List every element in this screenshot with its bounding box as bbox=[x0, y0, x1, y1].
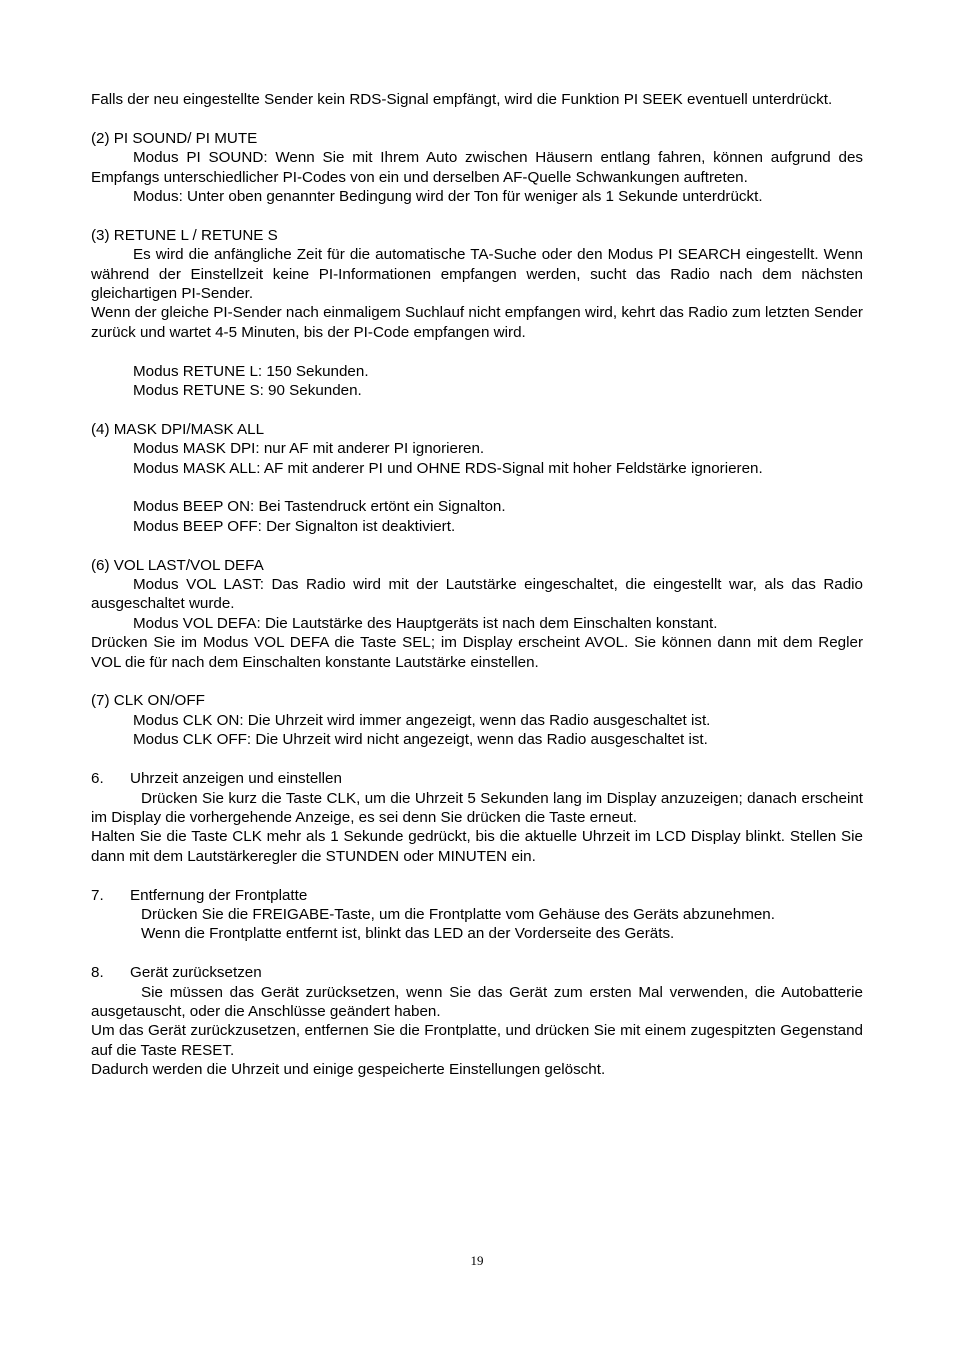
section-8-heading bbox=[91, 963, 863, 982]
beep-off-mode: Modus BEEP OFF: Der Signalton ist deaktiviert. bbox=[133, 517, 456, 535]
clk-off-mode: Modus CLK OFF: Die Uhrzeit wird nicht angezeigt, wenn das Radio ausgeschaltet ist. bbox=[133, 731, 708, 749]
section-6-paragraph-1: Drücken Sie kurz die Taste CLK, um die Uhrzeit 5 Sekunden lang im Display anzuzeigen; danach erscheint im Display die vorhergehende Anzeige, es sei denn Sie drücken die Taste erneut. bbox=[91, 789, 863, 826]
intro-paragraph: Falls der neu eingestellte Sender kein RDS-Signal empfängt, wird die Funktion PI SEEK eventuell unterdrückt. bbox=[91, 91, 833, 108]
vol-last-mode: Modus VOL LAST: Das Radio wird mit der Lautstärke eingeschaltet, die eingestellt war, als das Radio ausgeschaltet wurde. bbox=[91, 576, 863, 613]
section-7-paragraph-1: Drücken Sie die FREIGABE-Taste, um die Frontplatte vom Gehäuse des Geräts abzunehmen. bbox=[141, 905, 775, 923]
section-7-title: Entfernung der Frontplatte bbox=[130, 886, 308, 904]
section-7-heading bbox=[91, 886, 863, 905]
retune-s-mode: Modus RETUNE S: 90 Sekunden. bbox=[133, 382, 362, 400]
pi-sound-paragraph: Modus PI SOUND: Wenn Sie mit Ihrem Auto zwischen Häusern entlang fahren, können aufgrund des Empfangs unterschiedlicher PI-Codes von ein und derselben AF-Quelle Schwankungen auftreten. bbox=[91, 149, 863, 186]
mask-all-mode: Modus MASK ALL: AF mit anderer PI und OHNE RDS-Signal mit hoher Feldstärke ignorieren. bbox=[133, 459, 763, 477]
section-8-paragraph-1: Sie müssen das Gerät zurücksetzen, wenn Sie das Gerät zum ersten Mal verwenden, die Autobatterie ausgetauscht, oder die Anschlüsse geändert haben. bbox=[91, 983, 863, 1020]
pi-mute-paragraph: Modus: Unter oben genannter Bedingung wird der Ton für weniger als 1 Sekunde unterdrückt. bbox=[133, 188, 763, 206]
clk-on-mode: Modus CLK ON: Die Uhrzeit wird immer angezeigt, wenn das Radio ausgeschaltet ist. bbox=[133, 711, 711, 729]
section-8-paragraph-2: Um das Gerät zurückzusetzen, entfernen Sie die Frontplatte, und drücken Sie mit einem zugespitzten Gegenstand auf die Taste RESET. bbox=[91, 1022, 863, 1059]
vol-defa-mode: Modus VOL DEFA: Die Lautstärke des Hauptgeräts ist nach dem Einschalten konstant. bbox=[133, 614, 718, 632]
section-7-paragraph-2: Wenn die Frontplatte entfernt ist, blinkt das LED an der Vorderseite des Geräts. bbox=[141, 925, 675, 943]
retune-paragraph-1: Es wird die anfängliche Zeit für die automatische TA-Suche oder den Modus PI SEARCH eingestellt. Wenn während der Einstellzeit keine PI-Informationen empfangen werden, sucht das Radio nach dem nächsten gleichartigen PI-Sender. bbox=[91, 246, 863, 303]
section-6-paragraph-2: Halten Sie die Taste CLK mehr als 1 Sekunde gedrückt, bis die aktuelle Uhrzeit im LCD Display blinkt. Stellen Sie dann mit dem Lautstärkeregler die STUNDEN oder MINUTEN ein. bbox=[91, 828, 863, 865]
mask-dpi-mode: Modus MASK DPI: nur AF mit anderer PI ignorieren. bbox=[133, 440, 485, 458]
retune-heading: (3) RETUNE L / RETUNE S bbox=[91, 226, 278, 244]
section-8-title: Gerät zurücksetzen bbox=[130, 964, 262, 982]
section-6-heading bbox=[91, 769, 863, 788]
retune-paragraph-2: Wenn der gleiche PI-Sender nach einmaligem Suchlauf nicht empfangen wird, kehrt das Radio zum letzten Sender zurück und wartet 4-5 Minuten, bis der PI-Code empfangen wird. bbox=[91, 304, 863, 341]
page-content bbox=[91, 90, 863, 1080]
section-8-paragraph-3: Dadurch werden die Uhrzeit und einige gespeicherte Einstellungen gelöscht. bbox=[91, 1061, 606, 1079]
section-6-number: 6. bbox=[91, 770, 104, 788]
mask-heading: (4) MASK DPI/MASK ALL bbox=[91, 420, 265, 438]
section-7-number: 7. bbox=[91, 886, 104, 904]
clk-heading: (7) CLK ON/OFF bbox=[91, 692, 205, 710]
vol-heading: (6) VOL LAST/VOL DEFA bbox=[91, 556, 264, 574]
vol-note: Drücken Sie im Modus VOL DEFA die Taste SEL; im Display erscheint AVOL. Sie können dann mit dem Regler VOL die für nach dem Einschalten konstante Lautstärke einstellen. bbox=[91, 634, 863, 671]
beep-on-mode: Modus BEEP ON: Bei Tastendruck ertönt ein Signalton. bbox=[133, 498, 506, 516]
retune-l-mode: Modus RETUNE L: 150 Sekunden. bbox=[133, 362, 369, 380]
pi-sound-heading: (2) PI SOUND/ PI MUTE bbox=[91, 129, 258, 147]
page-number: 19 bbox=[470, 1253, 484, 1268]
section-6-title: Uhrzeit anzeigen und einstellen bbox=[130, 770, 342, 788]
section-8-number: 8. bbox=[91, 964, 104, 982]
